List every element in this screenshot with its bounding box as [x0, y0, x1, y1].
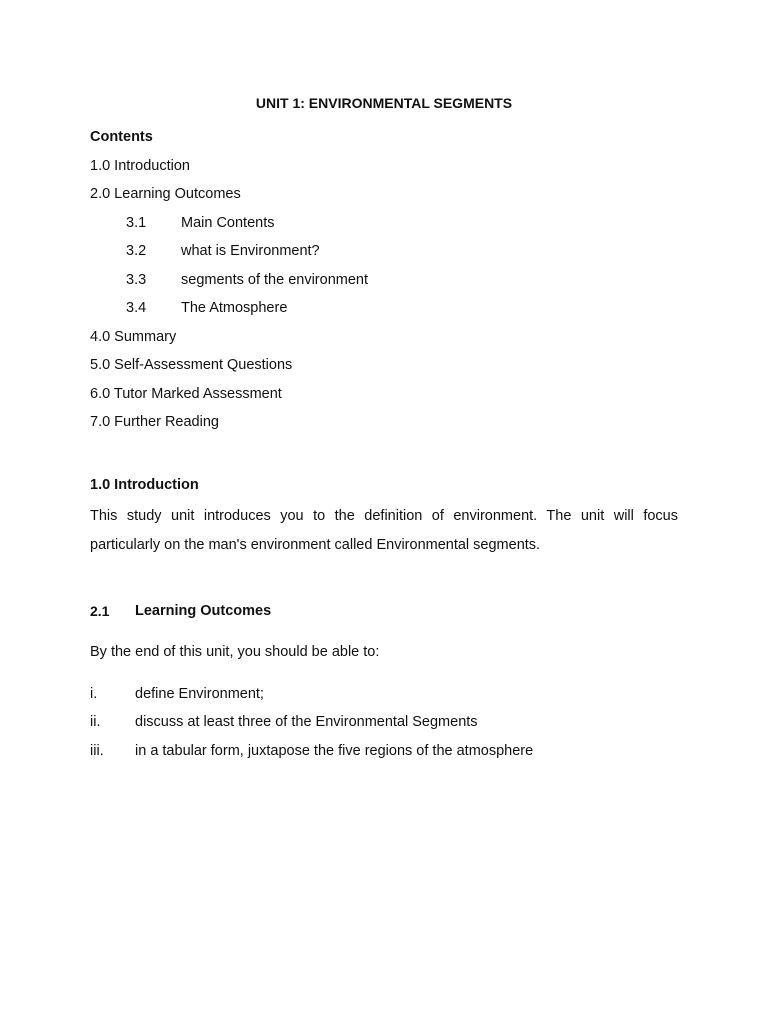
toc-item-further-reading: 7.0 Further Reading	[90, 414, 219, 430]
introduction-heading: 1.0 Introduction	[90, 477, 199, 493]
outcome-item: discuss at least three of the Environmental Segments	[135, 714, 478, 730]
toc-item-summary: 4.0 Summary	[90, 329, 177, 345]
outcomes-heading: Learning Outcomes	[135, 603, 272, 619]
contents-heading: Contents	[90, 129, 153, 145]
toc-sub-number: 3.4	[126, 300, 147, 316]
unit-title: UNIT 1: ENVIRONMENTAL SEGMENTS	[255, 95, 513, 111]
outcome-item: define Environment;	[135, 686, 264, 702]
toc-item-introduction: 1.0 Introduction	[90, 158, 190, 174]
toc-sub-number: 3.1	[126, 215, 147, 231]
toc-sub-item: segments of the environment	[181, 272, 368, 288]
toc-sub-item: what is Environment?	[181, 243, 320, 259]
outcome-item: in a tabular form, juxtapose the five regions of the atmosphere	[135, 743, 534, 759]
toc-item-learning-outcomes: 2.0 Learning Outcomes	[90, 186, 241, 202]
toc-sub-number: 3.3	[126, 272, 147, 288]
outcomes-section-number: 2.1	[90, 603, 110, 619]
toc-item-self-assessment: 5.0 Self-Assessment Questions	[90, 357, 293, 373]
toc-sub-item: The Atmosphere	[181, 300, 288, 316]
toc-sub-item: Main Contents	[181, 215, 275, 231]
outcomes-lead: By the end of this unit, you should be able to:	[90, 644, 380, 660]
toc-sub-number: 3.2	[126, 243, 147, 259]
toc-item-tutor-assessment: 6.0 Tutor Marked Assessment	[90, 386, 282, 402]
introduction-paragraph: This study unit introduces you to the definition of environment. The unit will focus particularly on the man's environment called Environmental segments.	[90, 508, 678, 553]
outcome-number: ii.	[90, 714, 101, 730]
outcome-number: iii.	[90, 743, 104, 759]
outcome-number: i.	[90, 686, 98, 702]
